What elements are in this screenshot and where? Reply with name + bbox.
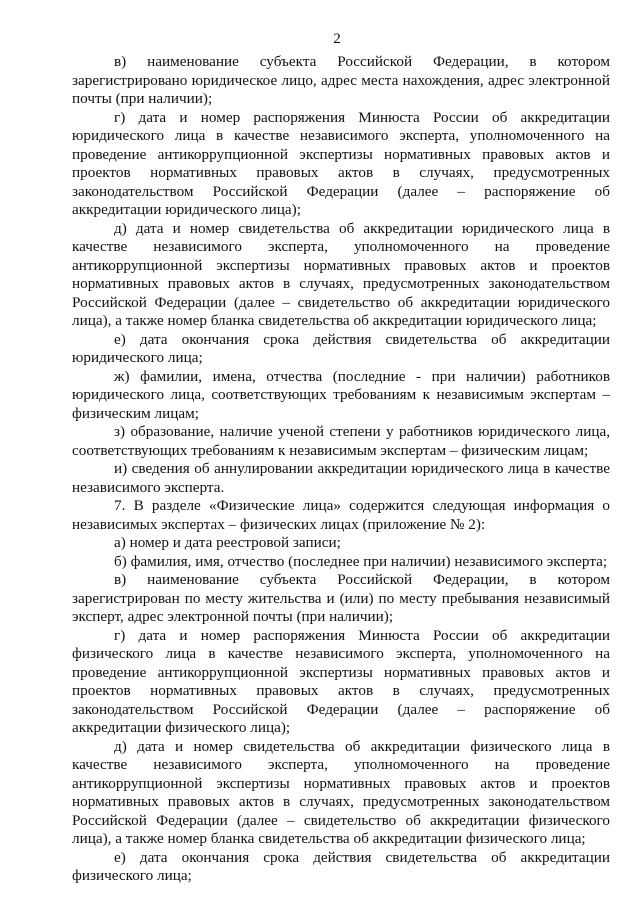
paragraph-g-legal: г) дата и номер распоряжения Минюста России об аккредитации юридического лица в качестве независимого эксперта, уполномоченного на проведение антикоррупционной экспертизы нормативных правовых актов и проектов нормативных правовых актов в случаях, предусмотренных законодательством Российской Федерации (далее – распоряжение об аккредитации юридического лица); [72, 108, 610, 218]
paragraph-d-legal: д) дата и номер свидетельства об аккредитации юридического лица в качестве независимого эксперта, уполномоченного на проведение антикоррупционной экспертизы нормативных правовых актов и проектов нормативных правовых актов в случаях, предусмотренных законодательством Российской Федерации (далее – свидетельство об аккредитации юридического лица), а также номер бланка свидетельства об аккредитации юридического лица; [72, 219, 610, 329]
page-number: 2 [333, 31, 341, 47]
paragraph-a-physical: а) номер и дата реестровой записи; [114, 534, 341, 551]
paragraph-d-physical: д) дата и номер свидетельства об аккредитации физического лица в качестве независимого эксперта, уполномоченного на проведение антикоррупционной экспертизы нормативных правовых актов и проектов нормативных правовых актов в случаях, предусмотренных законодательством Российской Федерации (далее – свидетельство об аккредитации физического лица), а также номер бланка свидетельства об аккредитации физического лица; [72, 737, 610, 847]
paragraph-e-physical: е) дата окончания срока действия свидетельства об аккредитации физического лица; [72, 848, 610, 884]
document-body [72, 53, 610, 886]
paragraph-e-legal: е) дата окончания срока действия свидетельства об аккредитации юридического лица; [72, 330, 610, 366]
paragraph-i-legal: и) сведения об аннулировании аккредитации юридического лица в качестве независимого эксперта. [72, 460, 610, 496]
paragraph-section-7: 7. В разделе «Физические лица» содержится следующая информация о независимых экспертах – физических лицах (приложение № 2): [72, 497, 610, 533]
paragraph-z-legal: з) образование, наличие ученой степени у работников юридического лица, соответствующих требованиям к независимым экспертам – физическим лицам; [72, 423, 610, 459]
paragraph-v-physical: в) наименование субъекта Российской Федерации, в котором зарегистрирован по месту жительства и (или) по месту пребывания независимый эксперт, адрес электронной почты (при наличии); [72, 571, 610, 625]
paragraph-v-legal: в) наименование субъекта Российской Федерации, в котором зарегистрировано юридическое лицо, адрес места нахождения, адрес электронной почты (при наличии); [72, 53, 610, 107]
paragraph-b-physical: б) фамилия, имя, отчество (последнее при наличии) независимого эксперта; [114, 552, 608, 570]
paragraph-g-physical: г) дата и номер распоряжения Минюста России об аккредитации физического лица в качестве независимого эксперта, уполномоченного на проведение антикоррупционной экспертизы нормативных правовых актов и проектов нормативных правовых актов в случаях, предусмотренных законодательством Российской Федерации (далее – распоряжение об аккредитации физического лица); [72, 626, 610, 736]
paragraph-zh-legal: ж) фамилии, имена, отчества (последние - при наличии) работников юридического лица, соответствующих требованиям к независимым экспертам – физическим лицам; [72, 367, 610, 422]
